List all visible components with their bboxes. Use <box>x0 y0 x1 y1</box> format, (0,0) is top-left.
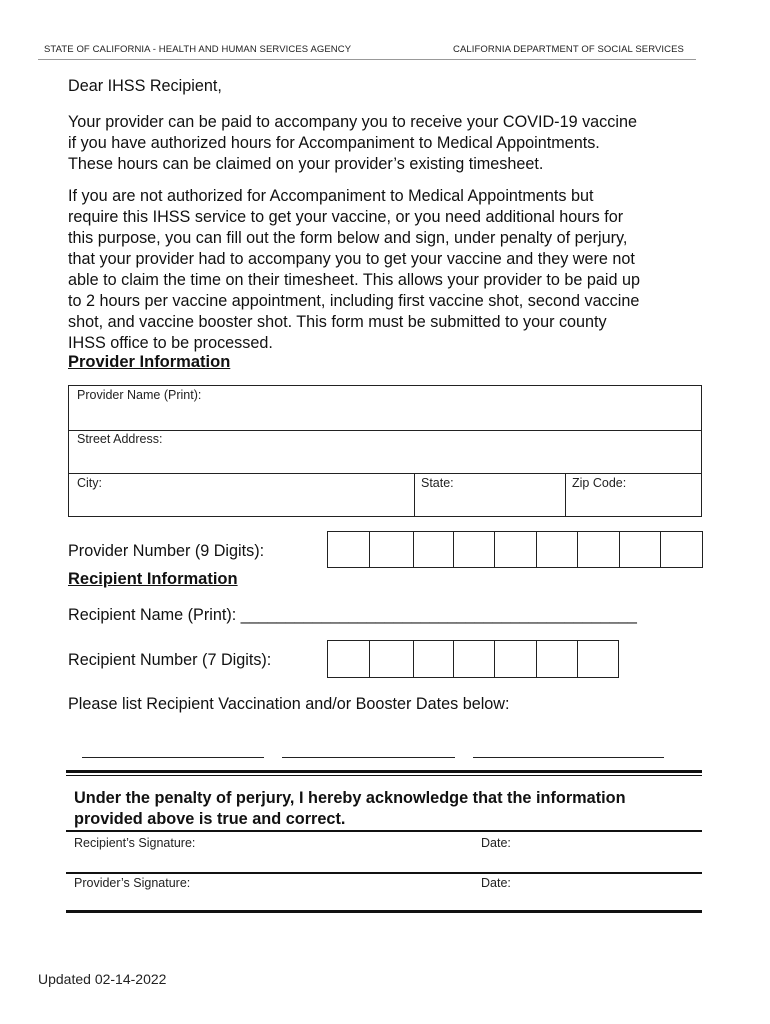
paragraph-2-line: If you are not authorized for Accompaniment to Medical Appointments but <box>68 187 594 205</box>
paragraph-2-line: to 2 hours per vaccine appointment, including first vaccine shot, second vaccine <box>68 292 640 310</box>
recipient-number-label: Recipient Number (7 Digits): <box>68 651 272 669</box>
recipient-digit-box[interactable] <box>327 640 370 678</box>
provider-signature-row[interactable] <box>66 874 702 910</box>
vaccination-date-line-1[interactable] <box>82 757 264 758</box>
recipient-signature-row[interactable] <box>66 832 702 873</box>
provider-digit-box[interactable] <box>536 531 578 568</box>
paragraph-1 <box>68 112 637 175</box>
attestation-top-rule-thin <box>66 775 702 776</box>
state-field[interactable] <box>414 473 566 517</box>
paragraph-1-line: These hours can be claimed on your provider’s existing timesheet. <box>68 155 544 173</box>
salutation: Dear IHSS Recipient, <box>68 77 222 95</box>
vaccination-date-line-2[interactable] <box>282 757 455 758</box>
attestation-bottom-rule <box>66 910 702 913</box>
vaccination-dates-label: Please list Recipient Vaccination and/or Booster Dates below: <box>68 695 510 713</box>
paragraph-1-line: if you have authorized hours for Accompaniment to Medical Appointments. <box>68 134 600 152</box>
paragraph-1-line: Your provider can be paid to accompany you to receive your COVID-19 vaccine <box>68 113 637 131</box>
provider-number-label: Provider Number (9 Digits): <box>68 542 265 560</box>
zip-code-label: Zip Code: <box>572 476 627 490</box>
street-address-field[interactable] <box>68 430 702 474</box>
zip-code-field[interactable] <box>565 473 702 517</box>
recipient-digit-box[interactable] <box>413 640 454 678</box>
recipient-number-boxes <box>327 640 619 678</box>
perjury-statement-line: Under the penalty of perjury, I hereby acknowledge that the information <box>74 789 626 807</box>
paragraph-2-line: shot, and vaccine booster shot. This form must be submitted to your county <box>68 313 607 331</box>
attestation-top-rule <box>66 770 702 773</box>
provider-section-heading: Provider Information <box>68 353 231 371</box>
recipient-digit-box[interactable] <box>453 640 495 678</box>
city-label: City: <box>77 476 102 490</box>
provider-digit-box[interactable] <box>369 531 414 568</box>
paragraph-2-line: require this IHSS service to get your vaccine, or you need additional hours for <box>68 208 624 226</box>
provider-digit-box[interactable] <box>619 531 661 568</box>
provider-date-label: Date: <box>481 876 511 890</box>
recipient-digit-box[interactable] <box>369 640 414 678</box>
state-label: State: <box>421 476 454 490</box>
provider-number-boxes <box>327 531 703 568</box>
recipient-digit-box[interactable] <box>536 640 578 678</box>
recipient-digit-box[interactable] <box>577 640 619 678</box>
paragraph-2 <box>68 186 640 354</box>
department-header: CALIFORNIA DEPARTMENT OF SOCIAL SERVICES <box>453 44 684 55</box>
provider-digit-box[interactable] <box>660 531 703 568</box>
recipient-signature-label: Recipient’s Signature: <box>74 836 196 850</box>
provider-digit-box[interactable] <box>413 531 454 568</box>
city-field[interactable] <box>68 473 415 517</box>
perjury-statement-line: provided above is true and correct. <box>74 810 346 828</box>
agency-header: STATE OF CALIFORNIA - HEALTH AND HUMAN SERVICES AGENCY <box>44 44 352 55</box>
recipient-digit-box[interactable] <box>494 640 537 678</box>
updated-date: Updated 02-14-2022 <box>38 971 167 987</box>
provider-digit-box[interactable] <box>494 531 537 568</box>
recipient-name-field[interactable]: Recipient Name (Print): ____________________________________________ <box>68 606 637 624</box>
paragraph-2-line: able to claim the time on their timesheet. This allows your provider to be paid up <box>68 271 640 289</box>
paragraph-2-line: this purpose, you can fill out the form below and sign, under penalty of perjury, <box>68 229 628 247</box>
perjury-statement <box>74 788 626 830</box>
header-divider <box>38 59 696 60</box>
recipient-date-label: Date: <box>481 836 511 850</box>
street-address-label: Street Address: <box>77 432 163 446</box>
provider-name-field[interactable] <box>68 385 702 431</box>
paragraph-2-line: that your provider had to accompany you to get your vaccine and they were not <box>68 250 635 268</box>
provider-name-label: Provider Name (Print): <box>77 388 202 402</box>
vaccination-date-line-3[interactable] <box>473 757 664 758</box>
provider-digit-box[interactable] <box>453 531 495 568</box>
provider-signature-label: Provider’s Signature: <box>74 876 191 890</box>
paragraph-2-line: IHSS office to be processed. <box>68 334 273 352</box>
provider-digit-box[interactable] <box>327 531 370 568</box>
recipient-section-heading: Recipient Information <box>68 570 238 588</box>
provider-digit-box[interactable] <box>577 531 620 568</box>
